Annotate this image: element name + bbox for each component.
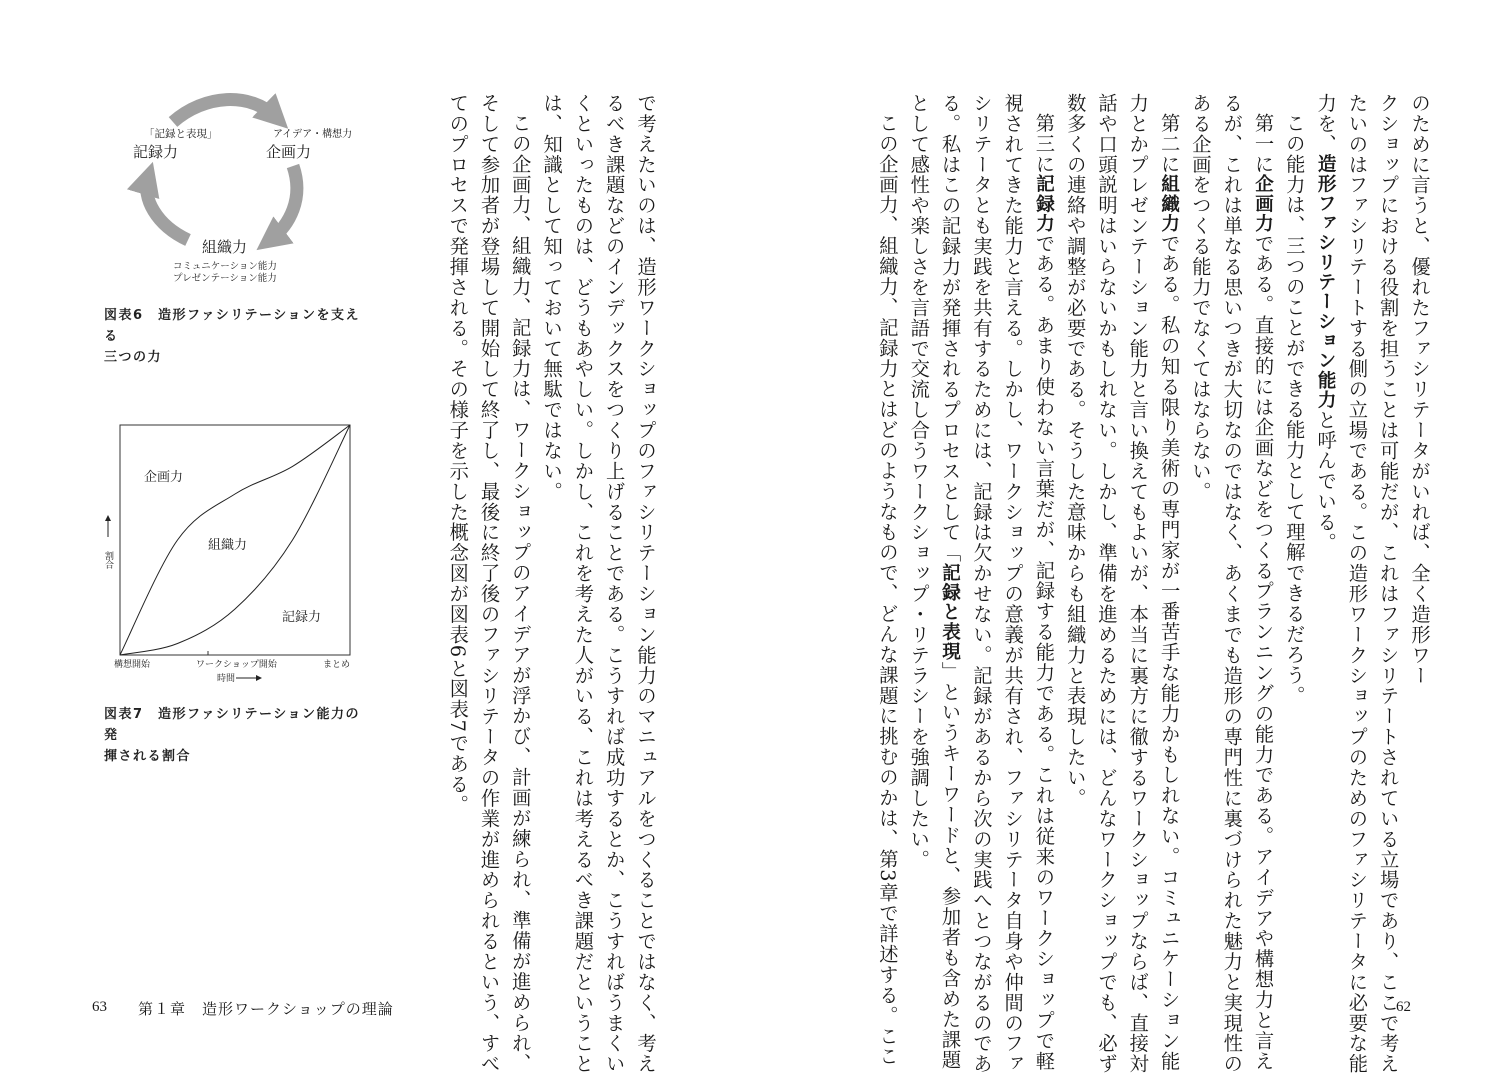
y-axis-label: 割合: [103, 551, 113, 569]
text-column: [630, 93, 661, 1074]
page-number-right: 62: [1396, 999, 1411, 1015]
text-run: この企画力、組織力、記録力とはどのようなもので、どんな課題に挑むのかは、第3章で詳述する。ここ: [875, 113, 899, 1067]
x-axis-label: 時間: [217, 674, 236, 684]
figure7-chart: [90, 415, 370, 695]
x-tick-label-workshop-start: ワークショップ開始: [196, 660, 277, 670]
text-column: [1247, 93, 1278, 1072]
x-axis-arrowhead: [256, 675, 262, 681]
text-run: クショップにおける役割を担うことは可能だが、これはファシリテートされている立場であり、ここで考え: [1376, 93, 1400, 1074]
text-column: [997, 93, 1028, 1074]
organizing-sublabel-1: コミュニケーション能力: [173, 261, 277, 272]
text-run: 第三に: [1032, 113, 1056, 175]
arrow-planning-to-organizing: [270, 166, 297, 240]
organizing-label: 組織力: [202, 238, 248, 256]
text-column: [1091, 93, 1122, 1074]
figure6-cycle-diagram: [80, 80, 380, 290]
text-run: と呼んでいる。: [1314, 409, 1338, 553]
text-run: この能力は、三つのことができる能力として理解できるだろう。: [1282, 113, 1306, 706]
text-column: [536, 93, 567, 963]
page-number-left: 63: [92, 999, 107, 1015]
text-run: 」というキーワードと、参加者も含めた課題: [938, 661, 962, 1071]
text-run: くといったものは、どうもあやしい。しかし、これを考えた人がいる、これは考えるべき課題だということ: [571, 93, 595, 1074]
text-run: てのプロセスで発揮される。その様子を示した概念図が図表6と図表7である。: [446, 93, 470, 815]
text-run: 数多くの連絡や調整が必要である。そうした意味からも組織力と表現したい。: [1063, 93, 1087, 809]
text-run: 力を、: [1314, 93, 1338, 155]
y-axis-arrowhead: [105, 515, 111, 521]
x-tick-label-start: 構想開始: [114, 660, 151, 670]
text-run: として感性や楽しさを言語で交流し合うワークショップ・リテラシーを強調したい。: [907, 93, 931, 870]
text-run: シリテータとも実践を共有するためには、記録は欠かせない。記録があるから次の実践へとつながるのであ: [969, 93, 993, 1074]
arrow-organizing-to-recording: [147, 178, 188, 240]
text-run: たいのはファシリテートする側の立場である。この造形ワークショップのためのファシリテータに必要な能: [1345, 93, 1369, 1074]
emphasized-term: 記録と表現: [939, 563, 961, 662]
text-run: 第二に: [1157, 113, 1181, 175]
text-run: のために言うと、優れたファシリテータがいれば、全く造形ワー: [1408, 93, 1431, 686]
text-column: [1404, 93, 1435, 963]
text-column: [505, 93, 536, 1074]
text-column: [1372, 93, 1403, 1074]
text-run: る。私はこの記録力が発揮されるプロセスとして「: [938, 93, 962, 564]
text-run: 力とかプレゼンテーション能力と言い換えてもよいが、本当に裏方に徹するワークショップならば、直接対: [1126, 93, 1150, 1074]
emphasized-term: 企画力: [1252, 174, 1274, 234]
x-tick-label-end: まとめ: [323, 660, 351, 670]
text-column: [1310, 93, 1341, 963]
recording-sublabel: 「記録と表現」: [144, 128, 218, 140]
text-column: [872, 93, 903, 1067]
text-run: るが、これは単なる思いつきが大切なのではなく、あくまでも造形の専門性に裏づけられた魅力と実現性の: [1220, 93, 1244, 1074]
text-column: [1153, 93, 1184, 1072]
text-run: 第一に: [1251, 113, 1275, 175]
figure6-caption: [104, 305, 374, 368]
text-column: [598, 93, 629, 1074]
text-column: [1059, 93, 1090, 963]
text-column: [442, 93, 473, 963]
text-column: [473, 93, 504, 1074]
region-label-organizing: 組織力: [208, 538, 248, 553]
recording-label: 記録力: [133, 143, 179, 161]
organizing-sublabel-2: プレゼンテーション能力: [173, 273, 277, 284]
text-run: るべき課題などのインデックスをつくり上げることである。こうすれば成功するとか、こうすればうまくい: [602, 93, 626, 1074]
text-run: 視されてきた能力と言える。しかし、ワークショップの意義が共有され、ファシリテータ自身や仲間のファ: [1001, 93, 1025, 1074]
text-run: で考えたいのは、造形ワークショップのファシリテーション能力のマニュアルをつくることではなく、考え: [634, 93, 657, 1074]
text-column: [934, 93, 965, 1071]
figure7-caption: [104, 704, 374, 767]
text-column: [1122, 93, 1153, 1074]
arrow-recording-to-planning: [173, 100, 276, 122]
figure7-caption-line1: 図表7 造形ファシリテーション能力の発: [104, 707, 361, 743]
region-label-recording: 記録力: [282, 610, 322, 625]
right-page: [751, 0, 1502, 1074]
text-column: [1185, 93, 1216, 963]
text-column: [567, 93, 598, 1074]
emphasized-term: 造形ファシリテーション能力: [1315, 154, 1337, 410]
text-run: この企画力、組織力、記録力は、ワークショップのアイデアが浮かび、計画が練られ、準備が進められ、: [508, 113, 532, 1074]
figure6-caption-line2: 三つの力: [104, 350, 163, 365]
figure6-caption-line1: 図表6 造形ファシリテーションを支える: [104, 308, 361, 344]
left-page-body-text: [442, 93, 661, 1074]
figure7-caption-line2: 揮される割合: [104, 749, 192, 764]
text-run: は、知識として知っておいて無駄ではない。: [540, 93, 564, 502]
text-column: [1341, 93, 1372, 1074]
text-run: そして参加者が登場して開始して終了し、最後に終了後のファシリテータの作業が進められるという、すべ: [477, 93, 501, 1074]
text-run: 話や口頭説明はいらないかもしれない。しかし、準備を進めるためには、どんなワークショップでも、必ず: [1095, 93, 1119, 1074]
text-column: [1279, 93, 1310, 963]
emphasized-term: 組織力: [1158, 174, 1180, 234]
text-column: [966, 93, 997, 1074]
text-run: である。あまり使わない言葉だが、記録する能力である。これは従来のワークショップで軽: [1032, 233, 1056, 1072]
emphasized-term: 記録力: [1033, 174, 1055, 234]
text-run: である。直接的には企画などをつくるプランニングの能力である。アイデアや構想力と言え: [1251, 233, 1275, 1072]
text-column: [903, 93, 934, 963]
planning-sublabel: アイデア・構想力: [273, 129, 353, 140]
text-run: ある企画をつくる能力でなくてはならない。: [1188, 93, 1212, 502]
planning-label: 企画力: [266, 143, 312, 161]
text-column: [1028, 93, 1059, 1072]
region-label-planning: 企画力: [144, 470, 184, 485]
text-column: [1216, 93, 1247, 1074]
text-run: である。私の知る限り美術の専門家が一番苦手な能力かもしれない。コミュニケーション能: [1157, 233, 1181, 1072]
running-head: 第１章 造形ワークショップの理論: [138, 1000, 394, 1018]
